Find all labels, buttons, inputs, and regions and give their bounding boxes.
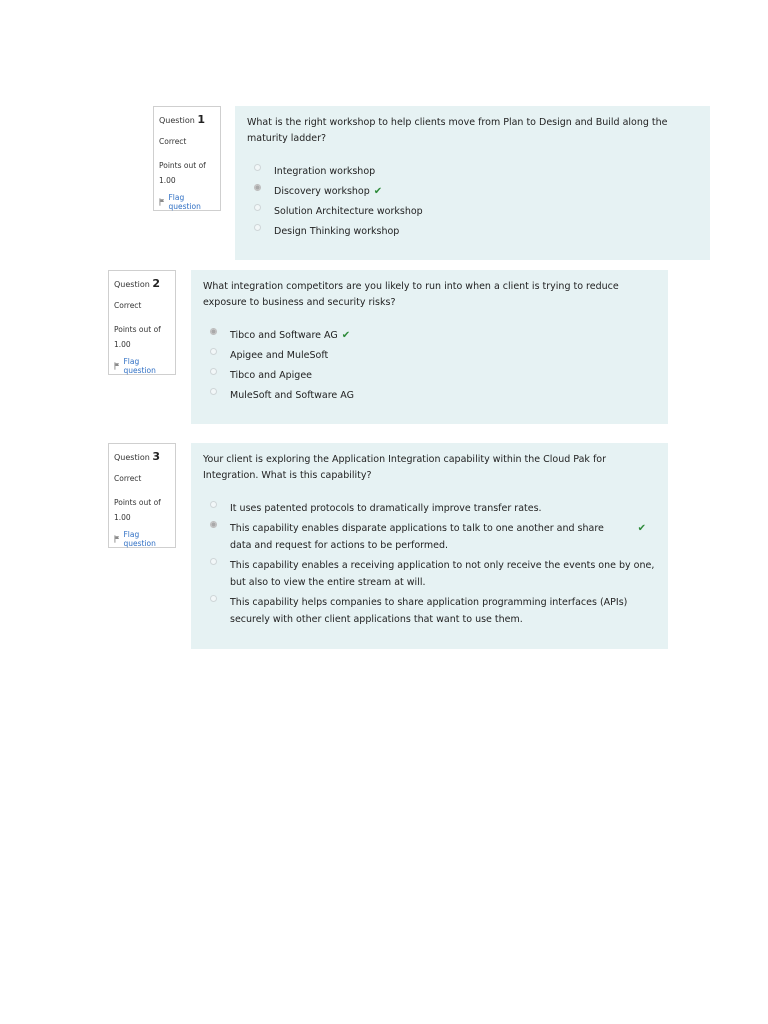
radio-button[interactable] <box>210 501 217 508</box>
question-state: Correct <box>114 301 142 310</box>
answer-list <box>247 163 698 240</box>
question-number: Question 3 <box>114 450 160 463</box>
question-info <box>153 106 221 211</box>
question-state: Correct <box>114 474 142 483</box>
question-content <box>191 443 668 649</box>
answer-option[interactable]: Integration workshop <box>247 163 698 180</box>
answer-option[interactable]: Discovery workshop ✔ <box>247 183 698 200</box>
checkmark-icon: ✔ <box>373 186 383 197</box>
answer-option[interactable]: Tibco and Apigee <box>203 367 656 384</box>
question-points: Points out of 1.00 <box>114 498 161 522</box>
answer-option[interactable]: MuleSoft and Software AG <box>203 387 656 404</box>
answer-option[interactable]: Solution Architecture workshop <box>247 203 698 220</box>
checkmark-icon: ✔ <box>341 330 351 341</box>
question-number: Question 2 <box>114 277 160 290</box>
question-text: What integration competitors are you likely to run into when a client is trying to reduce exposure to business and security risks? <box>203 281 619 308</box>
question-content <box>235 106 710 260</box>
question-number: Question 1 <box>159 113 205 126</box>
flag-icon <box>159 198 165 206</box>
question-text: Your client is exploring the Application Integration capability within the Cloud Pak for Integration. What is this capability? <box>203 454 607 481</box>
radio-button[interactable] <box>210 328 217 335</box>
flag-question-link[interactable]: Flag question <box>159 193 215 211</box>
radio-button[interactable] <box>210 595 217 602</box>
question-info <box>108 270 176 375</box>
answer-list <box>203 327 656 404</box>
answer-option[interactable]: Tibco and Software AG ✔ <box>203 327 656 344</box>
question-points: Points out of 1.00 <box>114 325 161 349</box>
answer-option[interactable]: Apigee and MuleSoft <box>203 347 656 364</box>
checkmark-icon: ✔ <box>637 523 646 534</box>
flag-icon <box>114 362 120 370</box>
answer-option[interactable]: Design Thinking workshop <box>247 223 698 240</box>
flag-icon <box>114 535 120 543</box>
question-text: What is the right workshop to help clients move from Plan to Design and Build along the maturity ladder? <box>247 117 668 144</box>
question-content <box>191 270 668 424</box>
flag-question-link[interactable]: Flag question <box>114 357 170 375</box>
radio-button[interactable] <box>210 558 217 565</box>
radio-button[interactable] <box>254 164 261 171</box>
question-info <box>108 443 176 548</box>
answer-option[interactable]: This capability helps companies to share application programming interfaces (APIs) securely with other client applications that want to use them. <box>203 594 656 628</box>
answer-option[interactable]: It uses patented protocols to dramatically improve transfer rates. <box>203 500 656 517</box>
radio-button[interactable] <box>254 184 261 191</box>
question-points: Points out of 1.00 <box>159 161 206 185</box>
radio-button[interactable] <box>254 204 261 211</box>
radio-button[interactable] <box>210 368 217 375</box>
flag-question-link[interactable]: Flag question <box>114 530 170 548</box>
answer-list <box>203 500 656 628</box>
radio-button[interactable] <box>210 388 217 395</box>
radio-button[interactable] <box>210 521 217 528</box>
answer-option[interactable]: This capability enables a receiving application to not only receive the events one by one, but also to view the entire stream at will. <box>203 557 656 591</box>
answer-option[interactable]: This capability enables disparate applications to talk to one another and share data and request for actions to be performed. ✔ <box>203 520 656 554</box>
question-state: Correct <box>159 137 187 146</box>
radio-button[interactable] <box>254 224 261 231</box>
radio-button[interactable] <box>210 348 217 355</box>
